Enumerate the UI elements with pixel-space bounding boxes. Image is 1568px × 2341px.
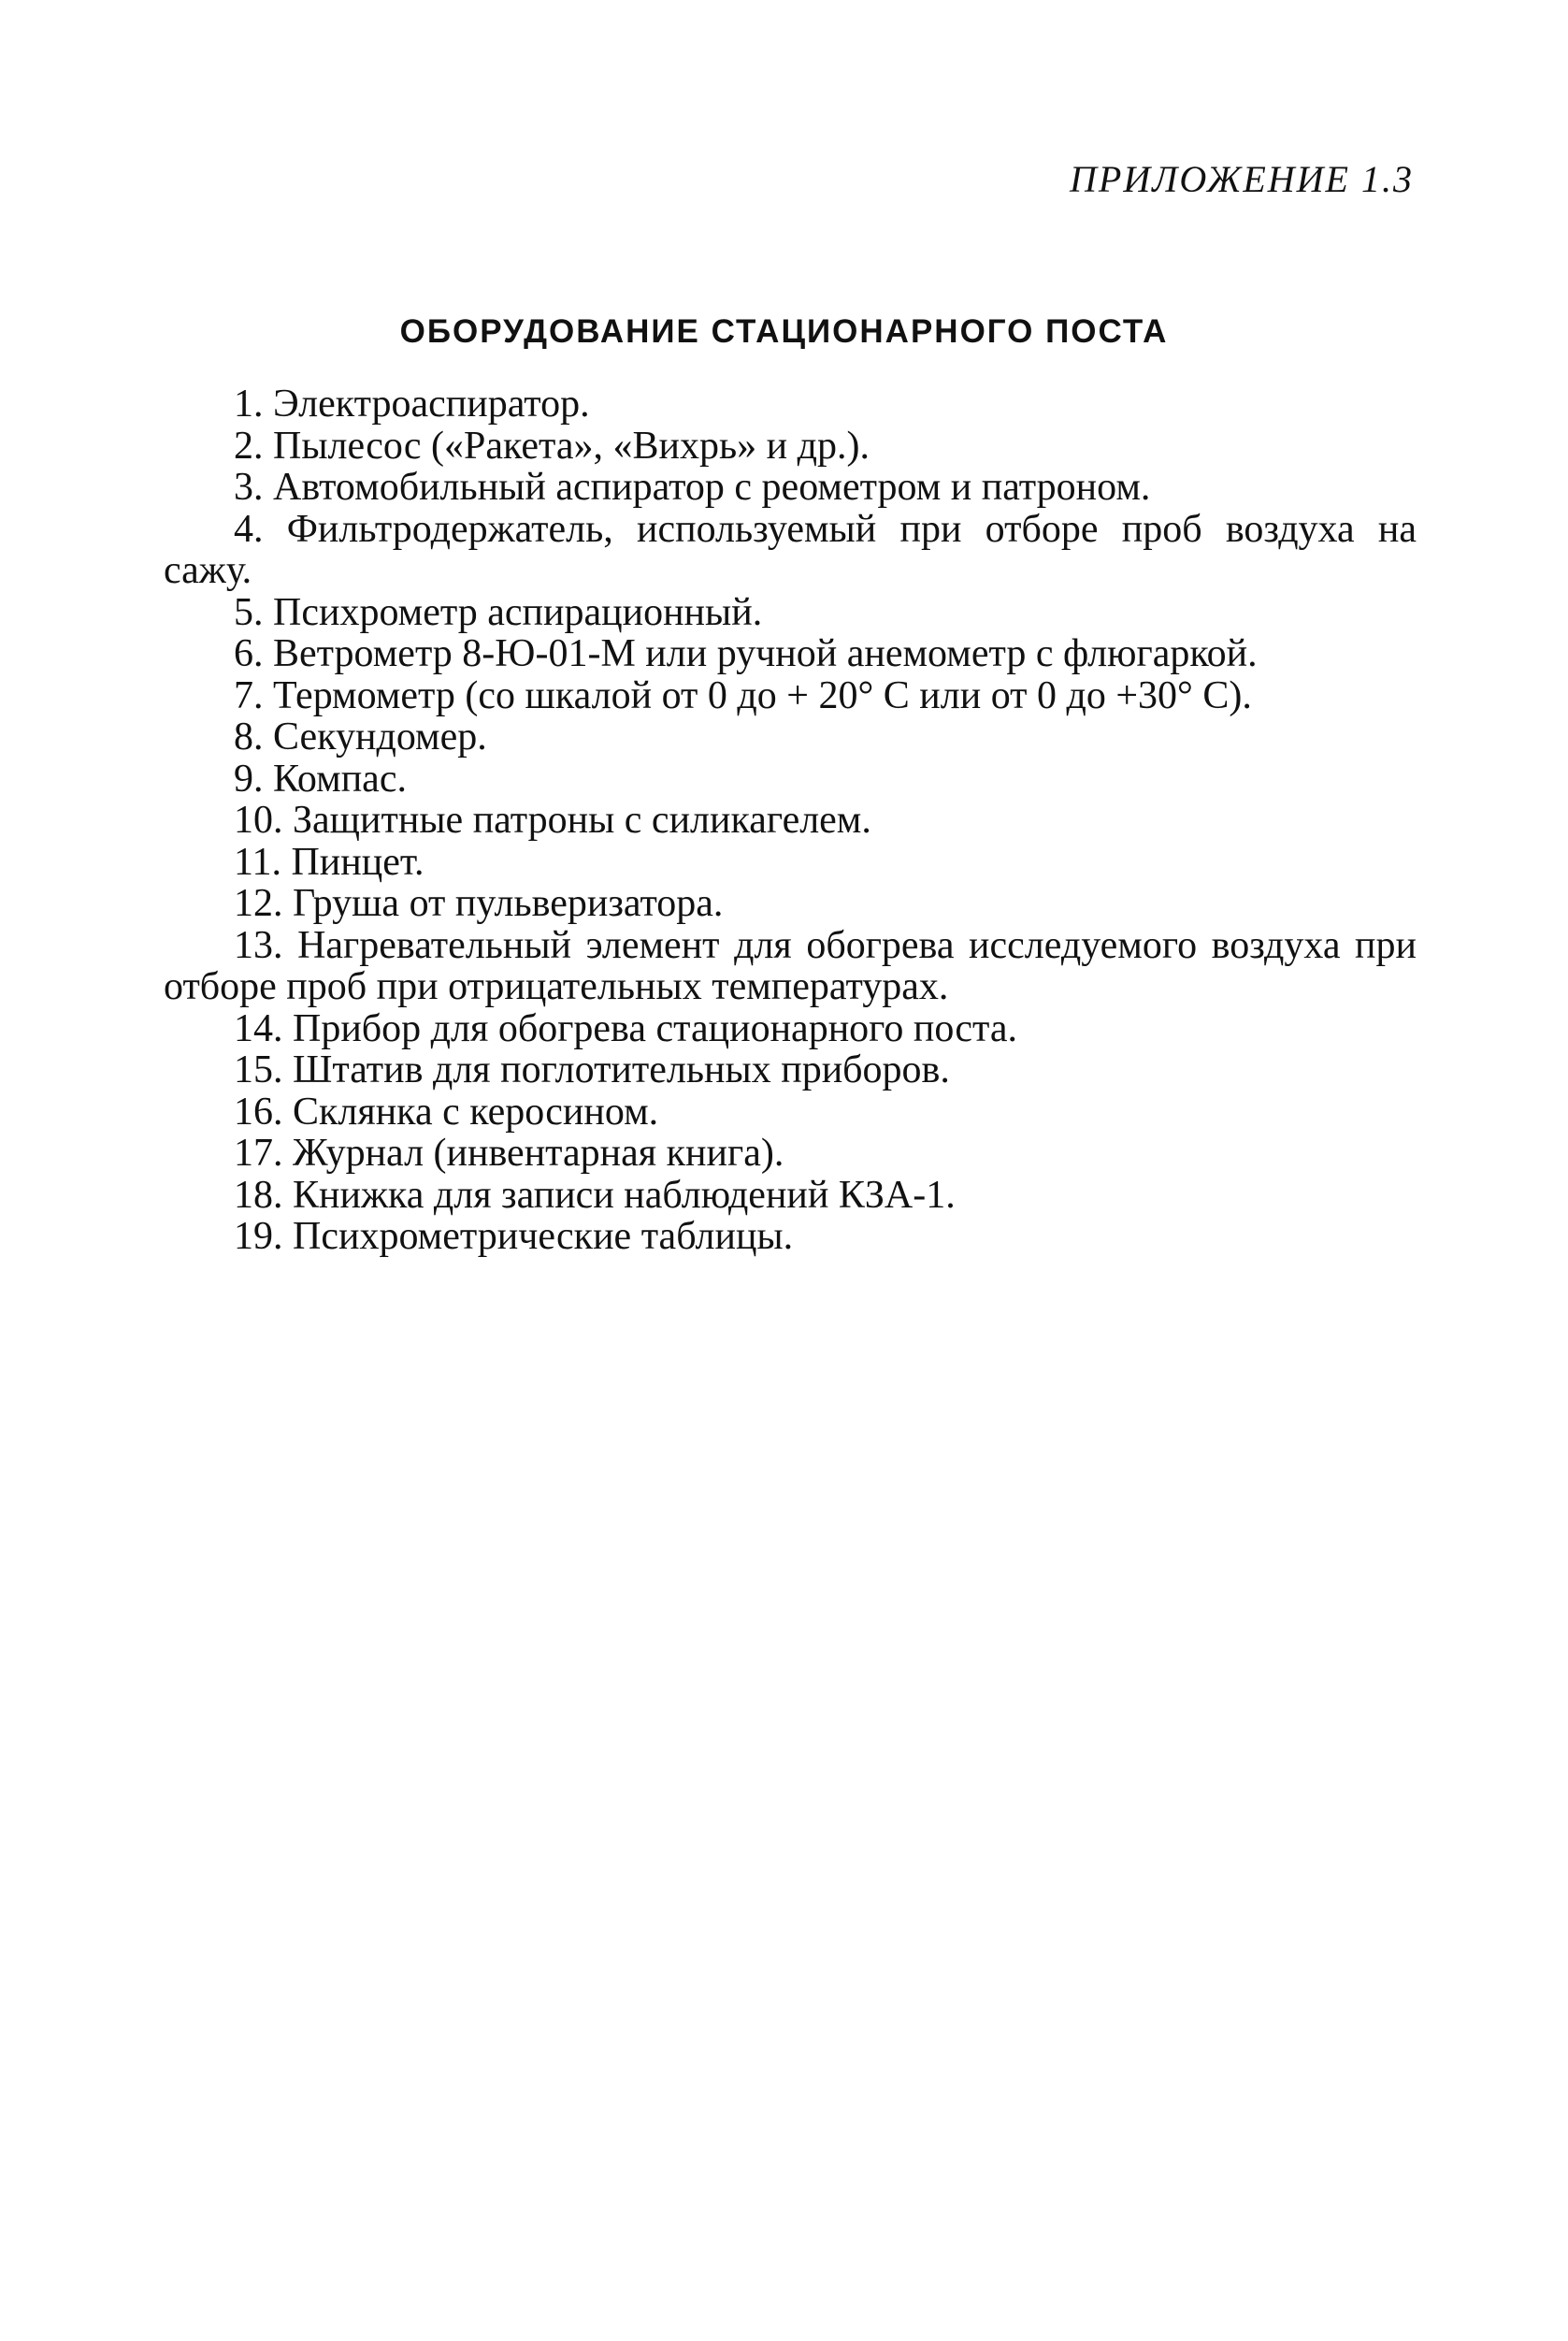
item-text: Психрометрические таблицы. xyxy=(293,1215,794,1258)
list-item xyxy=(164,1175,1417,1217)
list-item xyxy=(164,1091,1417,1134)
list-item xyxy=(164,467,1417,509)
item-number: 12. xyxy=(234,882,283,925)
list-item xyxy=(164,883,1417,925)
list-item xyxy=(164,1216,1417,1258)
item-number: 3. xyxy=(234,466,264,509)
list-item xyxy=(164,383,1417,426)
item-number: 9. xyxy=(234,757,264,801)
item-text: Фильтродержатель, используемый при отборе проб воздуха на сажу. xyxy=(164,507,1417,592)
item-number: 17. xyxy=(234,1132,283,1175)
item-number: 7. xyxy=(234,673,264,717)
item-text: Склянка с керосином. xyxy=(293,1090,659,1134)
item-text: Нагревательный элемент для обогрева исследуемого воздуха при отборе проб при отрицательных температурах. xyxy=(164,923,1417,1008)
item-text: Пылесос («Ракета», «Вихрь» и др.). xyxy=(273,424,870,468)
appendix-label: ПРИЛОЖЕНИЕ 1.3 xyxy=(1070,158,1414,200)
item-text: Компас. xyxy=(273,757,407,801)
item-number: 5. xyxy=(234,590,264,634)
item-number: 2. xyxy=(234,424,264,468)
item-number: 8. xyxy=(234,715,264,759)
item-number: 15. xyxy=(234,1048,283,1091)
list-item xyxy=(164,925,1417,1008)
list-item xyxy=(164,509,1417,592)
item-text: Журнал (инвентарная книга). xyxy=(293,1132,784,1175)
item-text: Прибор для обогрева стационарного поста. xyxy=(293,1006,1018,1050)
list-item xyxy=(164,633,1417,675)
item-text: Груша от пульверизатора. xyxy=(293,882,724,925)
item-text: Автомобильный аспиратор с реометром и патроном. xyxy=(273,466,1151,509)
list-item xyxy=(164,716,1417,759)
list-item xyxy=(164,759,1417,801)
item-text: Ветрометр 8-Ю-01-М или ручной анемометр с флюгаркой. xyxy=(273,632,1258,675)
item-number: 10. xyxy=(234,799,283,842)
item-number: 4. xyxy=(234,507,264,551)
item-number: 18. xyxy=(234,1173,283,1217)
item-text: Книжка для записи наблюдений КЗА-1. xyxy=(293,1173,956,1217)
item-number: 6. xyxy=(234,632,264,675)
item-text: Штатив для поглотительных приборов. xyxy=(293,1048,950,1091)
item-text: Защитные патроны с силикагелем. xyxy=(293,799,871,842)
item-text: Секундомер. xyxy=(273,715,487,759)
list-item xyxy=(164,842,1417,884)
list-item xyxy=(164,800,1417,842)
item-number: 14. xyxy=(234,1006,283,1050)
list-item xyxy=(164,675,1417,717)
item-number: 16. xyxy=(234,1090,283,1134)
item-number: 13. xyxy=(234,923,283,967)
list-item xyxy=(164,1008,1417,1050)
item-text: Электроаспиратор. xyxy=(273,383,590,426)
item-text: Психрометр аспирационный. xyxy=(273,590,763,634)
item-number: 11. xyxy=(234,840,281,884)
list-item xyxy=(164,592,1417,634)
page-title: ОБОРУДОВАНИЕ СТАЦИОНАРНОГО ПОСТА xyxy=(399,313,1169,350)
item-text: Термометр (со шкалой от 0 до + 20° С или от 0 до +30° С). xyxy=(273,673,1252,717)
list-item xyxy=(164,426,1417,468)
item-number: 19. xyxy=(234,1215,283,1258)
item-text: Пинцет. xyxy=(291,840,424,884)
list-item xyxy=(164,1133,1417,1175)
list-item xyxy=(164,1049,1417,1091)
item-number: 1. xyxy=(234,383,264,426)
equipment-list xyxy=(164,383,1417,1258)
